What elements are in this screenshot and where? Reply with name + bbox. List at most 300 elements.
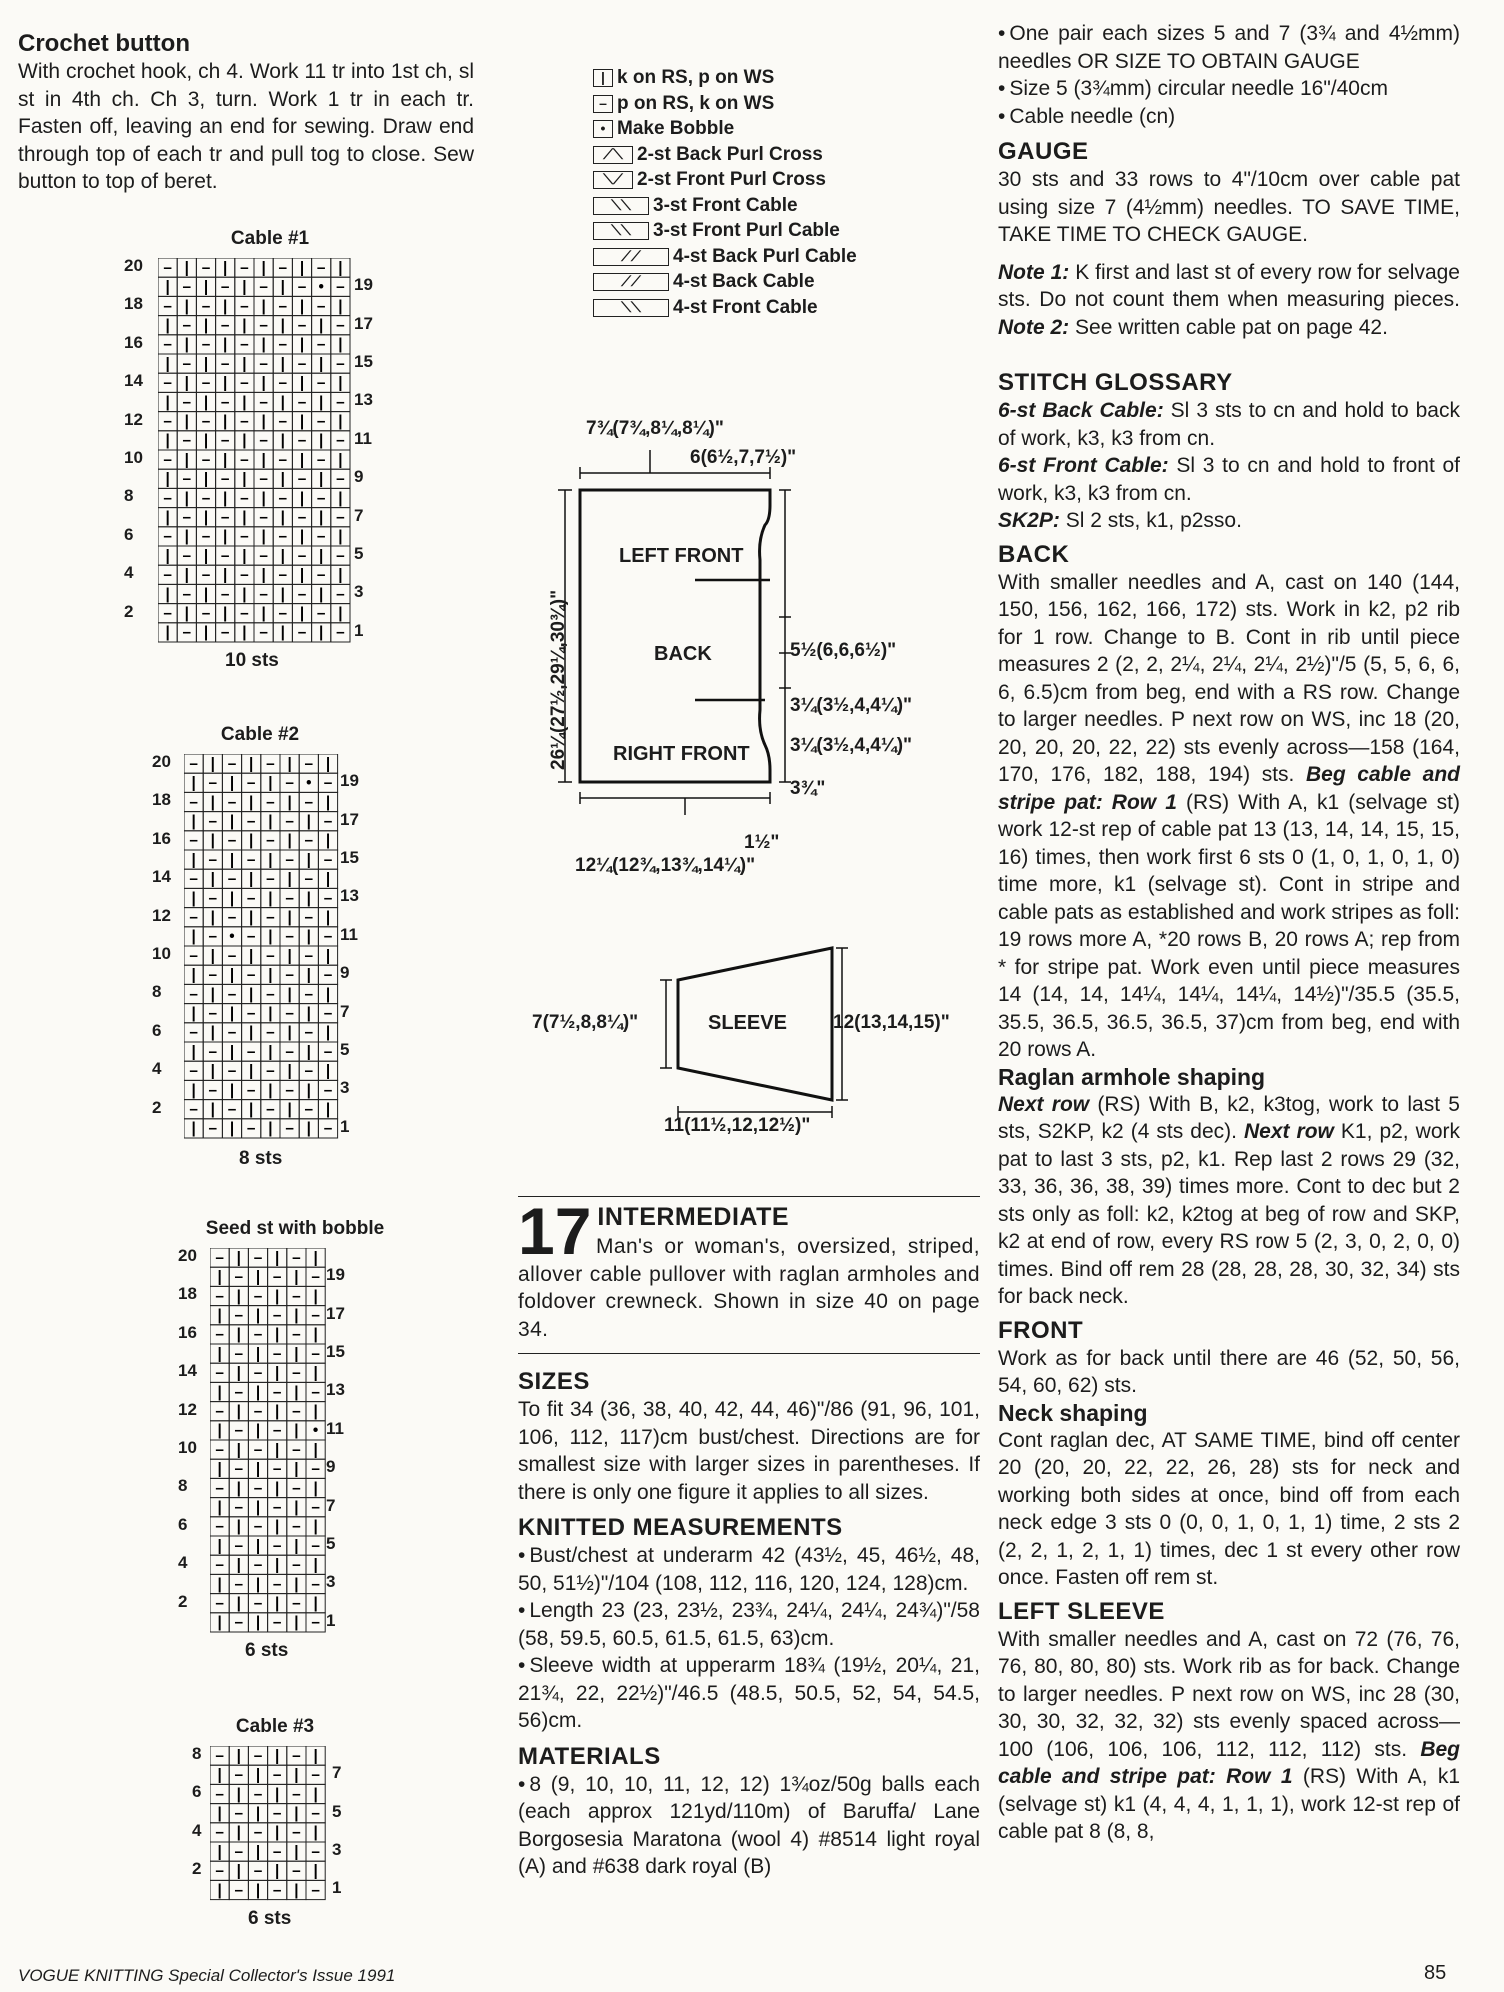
chart-cell-symbol: – bbox=[311, 1460, 320, 1478]
chart-cell-symbol: – bbox=[201, 451, 211, 469]
chart-row-number: 6 bbox=[152, 1020, 162, 1040]
chart-cell-symbol: – bbox=[246, 889, 256, 907]
chart-cell-symbol: | bbox=[229, 1081, 235, 1099]
chart-cell-symbol: – bbox=[304, 947, 314, 965]
chart-cell-symbol: | bbox=[242, 317, 247, 334]
chart-row-number: 18 bbox=[124, 294, 143, 314]
chart-cell-symbol: – bbox=[215, 1747, 224, 1765]
chart-cell-symbol: | bbox=[268, 851, 273, 869]
chart-cell-symbol: | bbox=[313, 1862, 318, 1880]
chart-cell-symbol: – bbox=[189, 1024, 198, 1042]
chart-cell-symbol: – bbox=[323, 1120, 333, 1138]
chart-cell-symbol: – bbox=[215, 1785, 224, 1803]
materials-needles: • One pair each sizes 5 and 7 (3¾ and 4½mm) needles OR SIZE TO OBTAIN GAUGE bbox=[998, 20, 1460, 75]
chart-row-number: 17 bbox=[340, 809, 359, 829]
chart-cell-symbol: – bbox=[240, 259, 249, 277]
chart-cell-symbol: | bbox=[242, 355, 247, 373]
chart-cell-symbol: – bbox=[220, 278, 230, 296]
chart-cell-symbol: | bbox=[306, 1043, 311, 1061]
chart-cell-symbol: – bbox=[227, 1024, 237, 1042]
chart-cell-symbol: – bbox=[272, 1614, 282, 1632]
chart-cell-symbol: | bbox=[325, 832, 331, 850]
chart-cell-symbol: | bbox=[325, 1101, 331, 1118]
chart-cell-symbol: – bbox=[285, 889, 294, 907]
chart-cell-symbol: – bbox=[215, 1824, 224, 1842]
chart-cell-symbol: | bbox=[165, 393, 170, 411]
chart-cell-symbol: – bbox=[297, 585, 307, 603]
chart-cell-symbol: | bbox=[203, 355, 209, 373]
materials-cn: • Cable needle (cn) bbox=[998, 103, 1460, 131]
pattern-level: INTERMEDIATE bbox=[597, 1203, 790, 1231]
chart-cell-symbol: | bbox=[184, 489, 189, 507]
chart-cell-symbol: – bbox=[323, 1043, 333, 1061]
chart-row-number: 14 bbox=[152, 867, 171, 887]
chart-cell-symbol: – bbox=[311, 1345, 320, 1363]
chart-cell-symbol: | bbox=[294, 1383, 299, 1401]
legend-item bbox=[593, 195, 798, 217]
chart-cell-symbol: | bbox=[319, 317, 324, 334]
chart-cell-symbol: – bbox=[266, 870, 275, 888]
sleeve-left-label: 7(7½,8,8¼)" bbox=[532, 1012, 639, 1033]
chart-cell-symbol: | bbox=[249, 793, 254, 811]
chart-row-number: 12 bbox=[152, 905, 171, 925]
chart-cell-symbol: | bbox=[210, 793, 215, 811]
chart-cell-symbol: | bbox=[299, 451, 305, 469]
chart-cell-symbol: – bbox=[215, 1479, 224, 1497]
chart-cell-symbol: – bbox=[259, 624, 268, 642]
chart-cell-symbol: | bbox=[165, 278, 170, 296]
chart-cell-symbol: – bbox=[208, 889, 218, 907]
chart-cell-symbol: | bbox=[275, 1364, 280, 1382]
cable2-title: Cable #2 bbox=[220, 724, 300, 745]
chart-cell-symbol: – bbox=[182, 355, 192, 373]
chart-cell-symbol: | bbox=[236, 1479, 241, 1497]
chart-cell-symbol: | bbox=[306, 889, 311, 907]
chart-row-number: 7 bbox=[340, 1001, 350, 1021]
chart-cell-symbol: – bbox=[304, 793, 314, 811]
crochet-button-title: Crochet button bbox=[18, 30, 190, 57]
chart-cell-symbol: – bbox=[285, 1043, 294, 1061]
m2-label: 3¼(3½,4,4¼)" bbox=[790, 695, 913, 716]
chart-cell-symbol: – bbox=[259, 393, 268, 411]
chart-cell-symbol: – bbox=[253, 1824, 263, 1842]
gauge-text: 30 sts and 33 rows to 4"/10cm over cable pat using size 7 (4½mm) needles. TO SAVE TIME, TAKE TIME TO CHECK GAUGE. bbox=[998, 168, 1460, 246]
chart-cell-symbol: | bbox=[249, 755, 254, 773]
chart-cell-symbol: | bbox=[268, 813, 273, 830]
bottom-width-label: 12¼(12¾,13¾,14¼)" bbox=[575, 855, 756, 876]
chart-cell-symbol: | bbox=[229, 774, 235, 792]
chart-cell-symbol: | bbox=[275, 1249, 280, 1267]
chart-cell-symbol: | bbox=[255, 1537, 261, 1555]
chart-cell-symbol: – bbox=[272, 1345, 282, 1363]
chart-cell-symbol: | bbox=[280, 624, 285, 642]
chart-cell-symbol: – bbox=[278, 528, 288, 546]
chart-cell-symbol: | bbox=[184, 566, 189, 584]
chart-cell-symbol: | bbox=[299, 413, 305, 430]
legend-label: 4-st Back Cable bbox=[673, 271, 815, 292]
chart-cell-symbol: | bbox=[299, 259, 305, 277]
chart-cell-symbol: | bbox=[261, 374, 266, 392]
chart-cell-symbol: – bbox=[208, 928, 218, 946]
chart-cell-symbol: | bbox=[191, 774, 196, 792]
chart-cell-symbol: | bbox=[306, 1081, 311, 1099]
chart-cell-symbol: – bbox=[272, 1422, 282, 1440]
chart-cell-symbol: | bbox=[287, 909, 292, 926]
chart-row-number: 20 bbox=[152, 752, 171, 771]
stitch-symbol-icon: ⟋⟍ bbox=[593, 146, 633, 164]
chart-cell-symbol: – bbox=[278, 413, 288, 430]
chart-row-number: 9 bbox=[340, 963, 350, 983]
left-front-label: LEFT FRONT bbox=[619, 545, 744, 567]
chart-row-number: 2 bbox=[152, 1097, 162, 1117]
chart-cell-symbol: – bbox=[234, 1460, 244, 1478]
m1-label: 5½(6,6,6½)" bbox=[790, 640, 897, 661]
chart-cell-symbol: | bbox=[294, 1766, 299, 1784]
chart-cell-symbol: – bbox=[285, 1005, 294, 1022]
chart-cell-symbol: | bbox=[184, 451, 189, 469]
chart-cell-symbol: | bbox=[184, 297, 189, 315]
chart-cell-symbol: | bbox=[203, 317, 209, 334]
chart-cell-symbol: | bbox=[165, 355, 170, 373]
chart-cell-symbol: | bbox=[313, 1518, 318, 1536]
chart-cell-symbol: – bbox=[246, 1081, 256, 1099]
chart-cell-symbol: | bbox=[294, 1307, 299, 1324]
chart-cell-symbol: | bbox=[313, 1595, 318, 1612]
chart-row-number: 8 bbox=[124, 486, 134, 506]
chart-cell-symbol: | bbox=[287, 755, 292, 773]
chart-cell-symbol: – bbox=[297, 278, 307, 296]
chart-cell-symbol: | bbox=[268, 1005, 273, 1022]
right-front-label: RIGHT FRONT bbox=[613, 743, 750, 765]
chart-cell-symbol: | bbox=[287, 832, 292, 850]
cable1-chart bbox=[158, 258, 353, 644]
chart-cell-symbol: | bbox=[242, 432, 247, 450]
chart-cell-symbol: | bbox=[223, 259, 228, 277]
cable3-chart bbox=[210, 1746, 330, 1902]
chart-cell-symbol: | bbox=[338, 259, 343, 277]
chart-cell-symbol: – bbox=[240, 451, 249, 469]
chart-cell-symbol: | bbox=[287, 985, 292, 1003]
chart-cell-symbol: | bbox=[165, 432, 170, 450]
chart-cell-symbol: | bbox=[306, 851, 311, 869]
chart-row-number: 1 bbox=[340, 1116, 350, 1136]
stitch-symbol-icon: ⟍⟍ bbox=[593, 299, 669, 317]
chart-cell-symbol: – bbox=[220, 509, 230, 526]
chart-cell-symbol: – bbox=[292, 1824, 301, 1842]
chart-cell-symbol: | bbox=[223, 451, 228, 469]
chart-cell-symbol: – bbox=[259, 585, 268, 603]
chart-cell-symbol: – bbox=[208, 774, 218, 792]
chart-row-number: 1 bbox=[354, 620, 364, 640]
seed-sts: 6 sts bbox=[245, 1640, 289, 1661]
chart-cell-symbol: | bbox=[229, 1120, 235, 1138]
measurements-heading: KNITTED MEASUREMENTS bbox=[518, 1514, 843, 1541]
chart-cell-symbol: | bbox=[255, 1843, 261, 1861]
legend-item bbox=[593, 93, 774, 115]
chart-cell-symbol: | bbox=[294, 1614, 299, 1632]
cable1-title: Cable #1 bbox=[230, 228, 310, 249]
chart-cell-symbol: | bbox=[338, 336, 343, 354]
chart-row-number: 4 bbox=[152, 1059, 162, 1079]
chart-cell-symbol: | bbox=[165, 547, 170, 565]
chart-cell-symbol: | bbox=[217, 1575, 222, 1593]
chart-cell-symbol: | bbox=[249, 870, 254, 888]
chart-cell-symbol: | bbox=[236, 1785, 241, 1803]
chart-cell-symbol: – bbox=[220, 470, 230, 488]
chart-cell-symbol: | bbox=[165, 585, 170, 603]
chart-row-number: 11 bbox=[326, 1418, 344, 1438]
chart-cell-symbol: | bbox=[223, 374, 228, 392]
chart-cell-symbol: – bbox=[240, 489, 249, 507]
chart-row-number: 19 bbox=[354, 275, 373, 295]
chart-cell-symbol: – bbox=[272, 1575, 282, 1593]
chart-cell-symbol: | bbox=[217, 1881, 222, 1899]
chart-cell-symbol: – bbox=[163, 336, 172, 354]
chart-cell-symbol: – bbox=[304, 909, 314, 926]
legend-item bbox=[593, 169, 826, 191]
chart-cell-symbol: – bbox=[259, 278, 268, 296]
chart-cell-symbol: | bbox=[268, 966, 273, 984]
chart-cell-symbol: – bbox=[266, 985, 275, 1003]
legend-label: k on RS, p on WS bbox=[617, 67, 775, 88]
chart-cell-symbol: | bbox=[338, 451, 343, 469]
stitch-symbol-icon: ⟍⟍ bbox=[593, 197, 649, 215]
chart-cell-symbol: – bbox=[336, 624, 345, 642]
chart-cell-symbol: | bbox=[294, 1345, 299, 1363]
chart-cell-symbol: | bbox=[280, 470, 285, 488]
chart-cell-symbol: – bbox=[208, 851, 218, 869]
chart-cell-symbol: | bbox=[268, 1043, 273, 1061]
chart-cell-symbol: – bbox=[297, 317, 307, 334]
chart-cell-symbol: – bbox=[304, 1062, 314, 1080]
chart-cell-symbol: – bbox=[311, 1881, 320, 1899]
chart-cell-symbol: – bbox=[272, 1499, 282, 1516]
chart-cell-symbol: | bbox=[261, 413, 266, 430]
chart-cell-symbol: – bbox=[285, 1081, 294, 1099]
chart-cell-symbol: – bbox=[182, 624, 192, 642]
chart-cell-symbol: – bbox=[323, 851, 333, 869]
chart-cell-symbol: – bbox=[234, 1614, 244, 1632]
chart-cell-symbol: – bbox=[292, 1785, 301, 1803]
m4-label: 3¾" bbox=[790, 778, 826, 799]
chart-cell-symbol: – bbox=[246, 774, 256, 792]
chart-cell-symbol: | bbox=[217, 1614, 222, 1632]
chart-cell-symbol: | bbox=[210, 870, 215, 888]
chart-row-number: 9 bbox=[354, 467, 364, 487]
front-heading: FRONT bbox=[998, 1316, 1084, 1344]
chart-cell-symbol: | bbox=[306, 813, 311, 830]
chart-cell-symbol: – bbox=[336, 547, 345, 565]
chart-cell-symbol: – bbox=[304, 755, 314, 773]
chart-cell-symbol: – bbox=[278, 297, 288, 315]
chart-cell-symbol: | bbox=[275, 1441, 280, 1459]
chart-cell-symbol: | bbox=[191, 813, 196, 830]
chart-cell-symbol: – bbox=[182, 317, 192, 334]
legend-item bbox=[593, 67, 774, 89]
chart-cell-symbol: | bbox=[275, 1326, 280, 1344]
chart-cell-symbol: | bbox=[210, 909, 215, 926]
chart-cell-symbol: – bbox=[272, 1268, 282, 1286]
chart-row-number: 8 bbox=[152, 982, 162, 1002]
chart-cell-symbol: | bbox=[229, 1043, 235, 1061]
chart-cell-symbol: | bbox=[165, 470, 170, 488]
chart-cell-symbol: | bbox=[275, 1747, 280, 1765]
chart-cell-symbol: | bbox=[217, 1499, 222, 1516]
chart-cell-symbol: – bbox=[215, 1287, 224, 1305]
chart-cell-symbol: – bbox=[259, 317, 268, 334]
chart-cell-symbol: | bbox=[210, 985, 215, 1003]
chart-cell-symbol: | bbox=[210, 832, 215, 850]
front-text: Work as for back until there are 46 (52, 50, 56, 54, 60, 62) sts. bbox=[998, 1346, 1460, 1397]
chart-cell-symbol: | bbox=[184, 259, 189, 277]
chart-cell-symbol: | bbox=[299, 528, 305, 546]
chart-row-number: 16 bbox=[152, 828, 171, 848]
chart-cell-symbol: – bbox=[253, 1479, 263, 1497]
pattern-number: 17 bbox=[518, 1194, 592, 1268]
chart-cell-symbol: | bbox=[236, 1862, 241, 1880]
chart-cell-symbol: – bbox=[189, 1062, 198, 1080]
chart-row-number: 7 bbox=[332, 1763, 342, 1783]
chart-row-number: 12 bbox=[124, 409, 143, 429]
chart-cell-symbol: | bbox=[229, 813, 235, 830]
chart-cell-symbol: – bbox=[240, 605, 249, 622]
chart-row-number: 19 bbox=[340, 771, 359, 791]
chart-cell-symbol: – bbox=[316, 259, 326, 277]
chart-cell-symbol: – bbox=[311, 1499, 320, 1516]
chart-row-number: 8 bbox=[192, 1744, 202, 1763]
chart-cell-symbol: – bbox=[292, 1249, 301, 1267]
chart-cell-symbol: – bbox=[215, 1326, 224, 1344]
chart-cell-symbol: | bbox=[223, 297, 228, 315]
gauge-heading: GAUGE bbox=[998, 138, 1089, 165]
chart-row-number: 6 bbox=[192, 1782, 202, 1802]
chart-cell-symbol: – bbox=[182, 547, 192, 565]
chart-cell-symbol: – bbox=[336, 470, 345, 488]
chart-cell-symbol: – bbox=[246, 851, 256, 869]
chart-cell-symbol: – bbox=[285, 928, 294, 946]
chart-cell-symbol: – bbox=[189, 985, 198, 1003]
stitch-symbol-icon: – bbox=[593, 95, 613, 113]
chart-cell-symbol: | bbox=[191, 928, 196, 946]
chart-cell-symbol: – bbox=[208, 1081, 218, 1099]
chart-cell-symbol: | bbox=[255, 1881, 261, 1899]
chart-cell-symbol: – bbox=[292, 1595, 301, 1612]
chart-cell-symbol: | bbox=[280, 317, 285, 334]
left-sleeve-text: With smaller needles and A, cast on 72 (76, 76, 76, 80, 80, 80) sts. Work rib as for back. Change to larger needles. P next row on WS, inc 28 (30, 30, 30, 32, 32, 32) sts evenly spaced across—100 (106, 106, 106, 112, 112, 112) sts. Beg cable and stripe pat: Row 1 (RS) With A, k1 (selvage st) k1 (4, 4, 4, 1, 1, 1), work 12-st rep of cable pat 8 (8, 8, bbox=[998, 1627, 1460, 1843]
chart-cell-symbol: | bbox=[306, 1005, 311, 1022]
chart-cell-symbol: | bbox=[191, 966, 196, 984]
legend-item bbox=[593, 297, 818, 319]
chart-cell-symbol: – bbox=[201, 336, 211, 354]
chart-cell-symbol: – bbox=[259, 470, 268, 488]
chart-row-number: 3 bbox=[340, 1078, 350, 1098]
chart-cell-symbol: – bbox=[323, 928, 333, 946]
chart-row-number: 15 bbox=[340, 848, 359, 867]
chart-cell-symbol: – bbox=[240, 336, 249, 354]
chart-cell-symbol: – bbox=[234, 1307, 244, 1324]
chart-cell-symbol: – bbox=[234, 1537, 244, 1555]
measurement-bust: • Bust/chest at underarm 42 (43½, 45, 46½, 48, 50, 51½)"/104 (108, 112, 116, 120, 124, 128)cm. bbox=[518, 1542, 980, 1597]
chart-cell-symbol: | bbox=[236, 1326, 241, 1344]
chart-cell-symbol: | bbox=[261, 605, 266, 622]
chart-cell-symbol: – bbox=[316, 605, 326, 622]
chart-cell-symbol: | bbox=[255, 1460, 261, 1478]
chart-cell-symbol: | bbox=[217, 1383, 222, 1401]
legend-label: 4-st Front Cable bbox=[673, 296, 818, 318]
chart-cell-symbol: | bbox=[280, 355, 285, 373]
neck-heading: Neck shaping bbox=[998, 1399, 1148, 1426]
chart-cell-symbol: | bbox=[319, 547, 324, 565]
stitch-symbol-icon: | bbox=[593, 69, 613, 87]
neck-text: Cont raglan dec, AT SAME TIME, bind off center 20 (20, 20, 22, 22, 26, 28) sts for neck and working both sides at once, bind off from each neck edge 3 sts 0 (0, 0, 1, 0, 1, 1) time, 2 sts 2 (2, 2, 1, 2, 1, 1) times, dec 1 st every other row once. Fasten off rem st. bbox=[998, 1428, 1460, 1589]
chart-cell-symbol: | bbox=[313, 1479, 318, 1497]
chart-cell-symbol: – bbox=[208, 1120, 218, 1138]
chart-cell-symbol: | bbox=[287, 793, 292, 811]
chart-cell-symbol: – bbox=[234, 1843, 244, 1861]
chart-cell-symbol: | bbox=[249, 947, 254, 965]
chart-cell-symbol: – bbox=[253, 1287, 263, 1305]
chart-cell-symbol: | bbox=[255, 1499, 261, 1516]
chart-cell-symbol: – bbox=[189, 1101, 198, 1118]
chart-cell-symbol: – bbox=[227, 1062, 237, 1080]
chart-row-number: 4 bbox=[192, 1820, 202, 1840]
chart-cell-symbol: | bbox=[255, 1422, 261, 1440]
chart-cell-symbol: | bbox=[223, 605, 228, 622]
chart-cell-symbol: – bbox=[163, 259, 172, 277]
chart-cell-symbol: – bbox=[163, 413, 172, 430]
chart-row-number: 1 bbox=[332, 1878, 342, 1898]
chart-cell-symbol: – bbox=[285, 851, 294, 869]
chart-cell-symbol: | bbox=[191, 1005, 196, 1022]
chart-cell-symbol: | bbox=[325, 870, 331, 888]
chart-cell-symbol: | bbox=[191, 1043, 196, 1061]
chart-cell-symbol: – bbox=[253, 1326, 263, 1344]
chart-cell-symbol: – bbox=[285, 774, 294, 792]
chart-cell-symbol: | bbox=[184, 374, 189, 392]
chart-cell-symbol: – bbox=[215, 1556, 224, 1574]
chart-cell-symbol: – bbox=[316, 566, 326, 584]
chart-cell-symbol: – bbox=[272, 1383, 282, 1401]
chart-cell-symbol: | bbox=[255, 1614, 261, 1632]
chart-cell-symbol: | bbox=[261, 451, 266, 469]
chart-cell-symbol: | bbox=[203, 278, 209, 296]
chart-row-number: 5 bbox=[326, 1534, 336, 1553]
chart-cell-symbol: – bbox=[292, 1556, 301, 1574]
chart-cell-symbol: – bbox=[316, 297, 326, 315]
chart-cell-symbol: – bbox=[215, 1441, 224, 1459]
chart-cell-symbol: – bbox=[323, 966, 333, 984]
chart-row-number: 5 bbox=[340, 1040, 350, 1059]
chart-cell-symbol: | bbox=[223, 489, 228, 507]
measurement-length: • Length 23 (23, 23½, 23¾, 24¼, 24¼, 24¾)"/58 (58, 59.5, 60.5, 61.5, 61.5, 63)cm. bbox=[518, 1597, 980, 1652]
chart-cell-symbol: – bbox=[304, 1101, 314, 1118]
chart-cell-symbol: | bbox=[294, 1575, 299, 1593]
m3-label: 3¼(3½,4,4¼)" bbox=[790, 735, 913, 756]
chart-cell-symbol: | bbox=[217, 1537, 222, 1555]
legend-label: p on RS, k on WS bbox=[617, 92, 775, 114]
chart-cell-symbol: – bbox=[336, 355, 345, 373]
chart-cell-symbol: | bbox=[217, 1307, 222, 1324]
chart-cell-symbol: | bbox=[306, 1120, 311, 1138]
chart-cell-symbol: – bbox=[266, 1062, 275, 1080]
chart-row-number: 1 bbox=[326, 1610, 336, 1630]
chart-cell-symbol: | bbox=[210, 755, 215, 773]
chart-row-number: 16 bbox=[178, 1322, 197, 1342]
chart-cell-symbol: – bbox=[182, 509, 192, 526]
chart-cell-symbol: – bbox=[266, 755, 275, 773]
chart-row-number: 18 bbox=[152, 790, 171, 810]
chart-cell-symbol: | bbox=[325, 793, 331, 811]
